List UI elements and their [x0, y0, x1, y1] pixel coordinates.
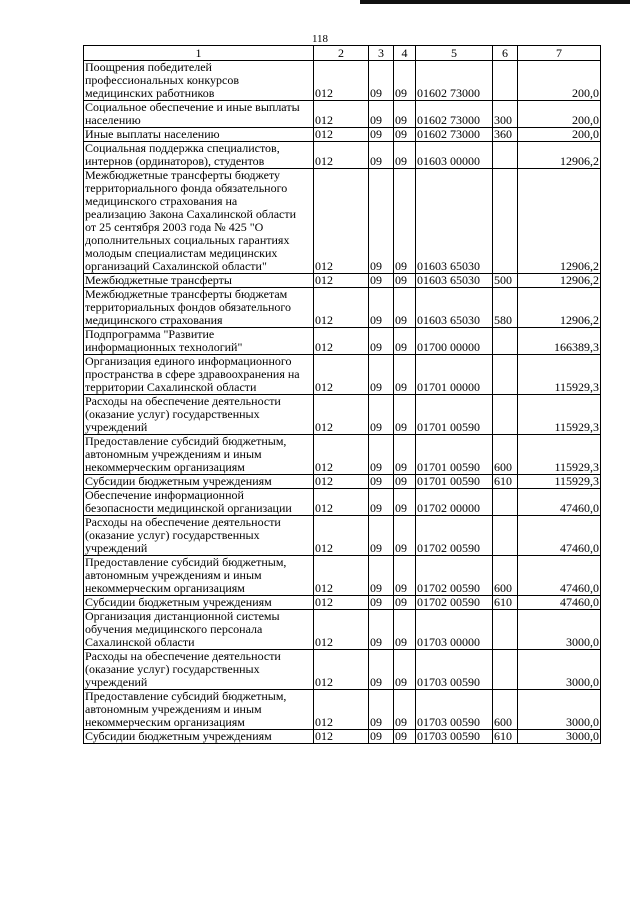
row-section: 09 — [369, 61, 394, 101]
row-code: 012 — [314, 128, 369, 142]
table-row — [84, 610, 601, 650]
row-expense-type: 300 — [493, 101, 518, 128]
row-subsection: 09 — [394, 596, 416, 610]
row-expense-type — [493, 142, 518, 169]
row-section: 09 — [369, 169, 394, 274]
table-row — [84, 395, 601, 435]
table-row — [84, 288, 601, 328]
row-amount: 200,0 — [518, 128, 601, 142]
row-section: 09 — [369, 730, 394, 744]
row-name: Иные выплаты населению — [84, 128, 314, 142]
col-header-name: 1 — [84, 46, 314, 61]
row-target-article: 01602 73000 — [416, 61, 493, 101]
row-expense-type — [493, 355, 518, 395]
row-target-article: 01703 00000 — [416, 610, 493, 650]
row-name: Межбюджетные трансферты бюджету территориального фонда обязательного медицинского страхования на реализацию Закона Сахалинской области от 25 сентября 2003 года № 425 "О дополнительных социальных гарантиях молодым специалистам медицинских организаций Сахалинской области" — [84, 169, 314, 274]
row-section: 09 — [369, 142, 394, 169]
row-target-article: 01701 00590 — [416, 435, 493, 475]
row-code: 012 — [314, 355, 369, 395]
row-code: 012 — [314, 610, 369, 650]
row-target-article: 01603 65030 — [416, 288, 493, 328]
row-section: 09 — [369, 435, 394, 475]
row-section: 09 — [369, 650, 394, 690]
row-subsection: 09 — [394, 730, 416, 744]
row-name: Организация дистанционной системы обучения медицинского персонала Сахалинской области — [84, 610, 314, 650]
row-section: 09 — [369, 395, 394, 435]
row-name: Предоставление субсидий бюджетным, автономным учреждениям и иным некоммерческим организациям — [84, 690, 314, 730]
budget-table — [83, 45, 601, 744]
row-target-article: 01602 73000 — [416, 101, 493, 128]
row-amount: 115929,3 — [518, 435, 601, 475]
row-amount: 47460,0 — [518, 489, 601, 516]
row-amount: 12906,2 — [518, 274, 601, 288]
row-target-article: 01703 00590 — [416, 650, 493, 690]
row-expense-type: 580 — [493, 288, 518, 328]
row-name: Субсидии бюджетным учреждениям — [84, 596, 314, 610]
table-row — [84, 101, 601, 128]
row-code: 012 — [314, 596, 369, 610]
row-section: 09 — [369, 355, 394, 395]
table-body — [84, 61, 601, 744]
row-name: Расходы на обеспечение деятельности (оказание услуг) государственных учреждений — [84, 516, 314, 556]
table-row — [84, 61, 601, 101]
header-row — [84, 46, 601, 61]
row-expense-type — [493, 169, 518, 274]
row-name: Межбюджетные трансферты — [84, 274, 314, 288]
row-code: 012 — [314, 516, 369, 556]
row-amount: 3000,0 — [518, 610, 601, 650]
row-code: 012 — [314, 690, 369, 730]
row-expense-type — [493, 650, 518, 690]
row-name: Социальное обеспечение и иные выплаты населению — [84, 101, 314, 128]
row-amount: 3000,0 — [518, 730, 601, 744]
row-name: Межбюджетные трансферты бюджетам территориальных фондов обязательного медицинского страхования — [84, 288, 314, 328]
row-target-article: 01700 00000 — [416, 328, 493, 355]
row-target-article: 01701 00590 — [416, 475, 493, 489]
table-row — [84, 489, 601, 516]
row-expense-type — [493, 516, 518, 556]
row-expense-type: 500 — [493, 274, 518, 288]
table-row — [84, 169, 601, 274]
row-code: 012 — [314, 650, 369, 690]
table-row — [84, 328, 601, 355]
row-target-article: 01702 00590 — [416, 516, 493, 556]
table-row — [84, 128, 601, 142]
col-header-expense-type: 6 — [493, 46, 518, 61]
row-amount: 3000,0 — [518, 690, 601, 730]
row-section: 09 — [369, 328, 394, 355]
row-name: Субсидии бюджетным учреждениям — [84, 730, 314, 744]
row-amount: 47460,0 — [518, 596, 601, 610]
row-subsection: 09 — [394, 288, 416, 328]
row-target-article: 01702 00590 — [416, 556, 493, 596]
row-amount: 115929,3 — [518, 395, 601, 435]
row-expense-type: 360 — [493, 128, 518, 142]
row-name: Расходы на обеспечение деятельности (оказание услуг) государственных учреждений — [84, 650, 314, 690]
table-row — [84, 730, 601, 744]
row-section: 09 — [369, 690, 394, 730]
row-expense-type: 610 — [493, 730, 518, 744]
row-subsection: 09 — [394, 516, 416, 556]
row-code: 012 — [314, 274, 369, 288]
row-name: Предоставление субсидий бюджетным, автономным учреждениям и иным некоммерческим организациям — [84, 435, 314, 475]
row-subsection: 09 — [394, 128, 416, 142]
row-name: Обеспечение информационной безопасности медицинской организации — [84, 489, 314, 516]
row-code: 012 — [314, 556, 369, 596]
row-target-article: 01702 00590 — [416, 596, 493, 610]
row-subsection: 09 — [394, 355, 416, 395]
row-subsection: 09 — [394, 328, 416, 355]
row-subsection: 09 — [394, 610, 416, 650]
row-code: 012 — [314, 475, 369, 489]
row-subsection: 09 — [394, 435, 416, 475]
table-row — [84, 355, 601, 395]
page-number: 118 — [311, 33, 329, 45]
row-expense-type: 610 — [493, 596, 518, 610]
row-section: 09 — [369, 556, 394, 596]
row-name: Социальная поддержка специалистов, интернов (ординаторов), студентов — [84, 142, 314, 169]
row-amount: 12906,2 — [518, 169, 601, 274]
row-name: Расходы на обеспечение деятельности (оказание услуг) государственных учреждений — [84, 395, 314, 435]
row-code: 012 — [314, 489, 369, 516]
row-code: 012 — [314, 730, 369, 744]
row-section: 09 — [369, 489, 394, 516]
row-expense-type: 600 — [493, 556, 518, 596]
col-header-section: 3 — [369, 46, 394, 61]
row-expense-type — [493, 61, 518, 101]
row-code: 012 — [314, 169, 369, 274]
row-target-article: 01701 00590 — [416, 395, 493, 435]
row-amount: 47460,0 — [518, 556, 601, 596]
row-subsection: 09 — [394, 556, 416, 596]
row-target-article: 01603 00000 — [416, 142, 493, 169]
row-subsection: 09 — [394, 61, 416, 101]
row-expense-type: 610 — [493, 475, 518, 489]
row-target-article: 01702 00000 — [416, 489, 493, 516]
row-subsection: 09 — [394, 274, 416, 288]
col-header-subsection: 4 — [394, 46, 416, 61]
row-section: 09 — [369, 101, 394, 128]
row-name: Подпрограмма "Развитие информационных технологий" — [84, 328, 314, 355]
row-section: 09 — [369, 475, 394, 489]
row-subsection: 09 — [394, 395, 416, 435]
row-subsection: 09 — [394, 475, 416, 489]
table-row — [84, 142, 601, 169]
col-header-code: 2 — [314, 46, 369, 61]
row-name: Предоставление субсидий бюджетным, автономным учреждениям и иным некоммерческим организациям — [84, 556, 314, 596]
table-row — [84, 650, 601, 690]
table-row — [84, 435, 601, 475]
table-row — [84, 596, 601, 610]
row-subsection: 09 — [394, 142, 416, 169]
col-header-amount: 7 — [518, 46, 601, 61]
row-amount: 12906,2 — [518, 142, 601, 169]
row-target-article: 01703 00590 — [416, 730, 493, 744]
row-subsection: 09 — [394, 101, 416, 128]
row-section: 09 — [369, 274, 394, 288]
table-row — [84, 475, 601, 489]
row-section: 09 — [369, 610, 394, 650]
table-row — [84, 516, 601, 556]
scan-top-edge — [360, 0, 630, 4]
row-name: Организация единого информационного пространства в сфере здравоохранения на территории Сахалинской области — [84, 355, 314, 395]
row-subsection: 09 — [394, 690, 416, 730]
row-expense-type: 600 — [493, 690, 518, 730]
row-amount: 115929,3 — [518, 355, 601, 395]
row-subsection: 09 — [394, 650, 416, 690]
row-target-article: 01603 65030 — [416, 169, 493, 274]
row-subsection: 09 — [394, 489, 416, 516]
row-section: 09 — [369, 128, 394, 142]
row-amount: 200,0 — [518, 61, 601, 101]
row-amount: 115929,3 — [518, 475, 601, 489]
row-section: 09 — [369, 596, 394, 610]
row-code: 012 — [314, 328, 369, 355]
table-row — [84, 690, 601, 730]
row-code: 012 — [314, 435, 369, 475]
row-target-article: 01603 65030 — [416, 274, 493, 288]
col-header-target-article: 5 — [416, 46, 493, 61]
table-row — [84, 274, 601, 288]
row-section: 09 — [369, 516, 394, 556]
row-section: 09 — [369, 288, 394, 328]
row-code: 012 — [314, 61, 369, 101]
row-amount: 200,0 — [518, 101, 601, 128]
row-amount: 3000,0 — [518, 650, 601, 690]
row-code: 012 — [314, 142, 369, 169]
row-amount: 12906,2 — [518, 288, 601, 328]
row-code: 012 — [314, 288, 369, 328]
row-expense-type — [493, 610, 518, 650]
row-amount: 166389,3 — [518, 328, 601, 355]
row-code: 012 — [314, 101, 369, 128]
row-target-article: 01701 00000 — [416, 355, 493, 395]
row-expense-type — [493, 328, 518, 355]
row-expense-type: 600 — [493, 435, 518, 475]
table-row — [84, 556, 601, 596]
row-target-article: 01602 73000 — [416, 128, 493, 142]
row-target-article: 01703 00590 — [416, 690, 493, 730]
row-subsection: 09 — [394, 169, 416, 274]
row-name: Субсидии бюджетным учреждениям — [84, 475, 314, 489]
row-expense-type — [493, 489, 518, 516]
row-amount: 47460,0 — [518, 516, 601, 556]
row-code: 012 — [314, 395, 369, 435]
row-name: Поощрения победителей профессиональных конкурсов медицинских работников — [84, 61, 314, 101]
row-expense-type — [493, 395, 518, 435]
